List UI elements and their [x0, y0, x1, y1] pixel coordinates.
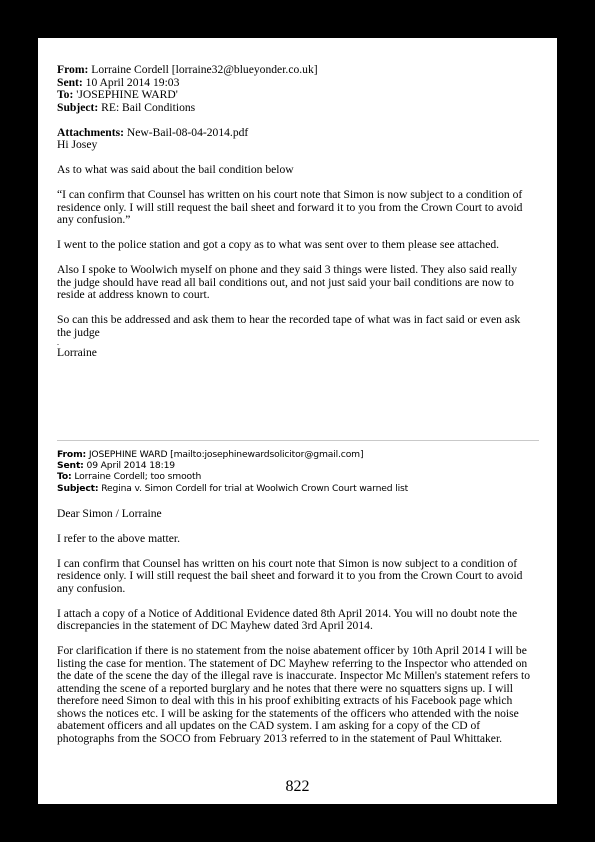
- paragraph: As to what was said about the bail condition below: [57, 163, 294, 176]
- to-line: To: 'JOSEPHINE WARD': [57, 88, 178, 101]
- paragraph: For clarification if there is no statement from the noise abatement officer by 10th April 2014 I will be listing the case for mention. The statement of DC Mayhew referring to the Inspector who attended on the date of the scene the day of the illegal rave is inaccurate. Inspector Mc Millen's statement refers to attending the scene of a reported burglary and he notes that there were no squatters signs up. I will therefore need Simon to deal with this in his proof exhibiting extracts of his Facebook page which shows the notices etc. I will be asking for the statements of the officers who attended with the noise abatement officers and all updates on the CAD system. I am asking for a copy of the CD of photographs from the SOCO from February 2013 referred to in the statement of Paul Whittaker.: [57, 644, 531, 745]
- email-divider: [57, 440, 539, 441]
- page-number: 822: [285, 778, 310, 795]
- email-reply: [57, 64, 539, 360]
- sent-line: Sent: 09 April 2014 18:19: [57, 460, 175, 472]
- from-line: From: JOSEPHINE WARD [mailto:josephinewardsolicitor@gmail.com]: [57, 449, 364, 460]
- sent-line: Sent: 10 April 2014 19:03: [57, 75, 180, 89]
- paragraph: I went to the police station and got a copy as to what was sent over to them please see attached.: [57, 238, 500, 251]
- from-line: From: Lorraine Cordell [lorraine32@blueyonder.co.uk]: [57, 63, 318, 76]
- paragraph: I attach a copy of a Notice of Additional Evidence dated 8th April 2014. You will no doubt note the discrepancies in the statement of DC Mayhew dated 3rd April 2014.: [57, 606, 518, 633]
- attachments-line: Attachments: New-Bail-08-04-2014.pdf: [57, 125, 249, 139]
- signature: Lorraine: [57, 346, 97, 359]
- email-original: [57, 449, 539, 745]
- salutation: Dear Simon / Lorraine: [57, 506, 162, 520]
- paragraph: Also I spoke to Woolwich myself on phone and they said 3 things were listed. They also said really the judge should have read all bail conditions out, and not just said your bail conditions are now to reside at address known to court.: [57, 263, 518, 301]
- paragraph: So can this be addressed and ask them to hear the recorded tape of what was in fact said or even ask the judge . Lorraine: [57, 314, 539, 360]
- subject-line: Subject: RE: Bail Conditions: [57, 100, 196, 114]
- email-header: [57, 449, 539, 494]
- document-page: [38, 38, 557, 804]
- quoted-paragraph: “I can confirm that Counsel has written on his court note that Simon is now subject to a condition of residence only. I will still request the bail sheet and forward it to you from the Crown Court to avoid any confusion.”: [57, 188, 523, 226]
- paragraph: I refer to the above matter.: [57, 531, 180, 545]
- to-line: To: Lorraine Cordell; too smooth: [57, 471, 202, 483]
- email-body: [57, 508, 539, 746]
- greeting: Hi Josey: [57, 138, 98, 151]
- subject-line: Subject: Regina v. Simon Cordell for trial at Woolwich Crown Court warned list: [57, 482, 409, 494]
- paragraph: I can confirm that Counsel has written on his court note that Simon is now subject to a condition of residence only. I will still request the bail sheet and forward it to you from the Crown Court to avoid any confusion.: [57, 556, 523, 595]
